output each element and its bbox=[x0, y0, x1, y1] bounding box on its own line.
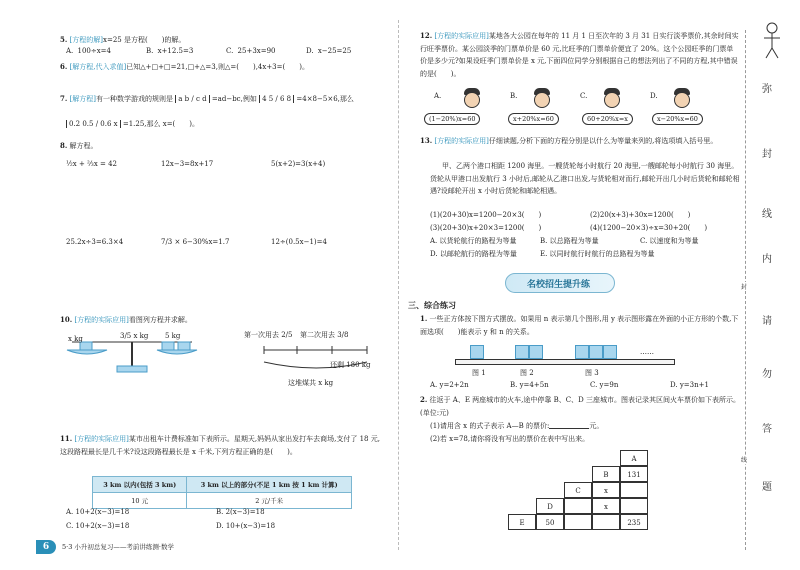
q7: 7. [解方程]有一种数学游戏的规则是 a b / c d =ad−bc,例如 4 5 / 6 8 =4×8−5×6,那么 bbox=[60, 94, 354, 103]
seal-char: 答 bbox=[762, 424, 772, 435]
p1: 1. 一些正方体按下图方式摆放。如果用 n 表示第几个图形,用 y 表示图形露在外面的小正方形的个数,下面选项( )能表示 y 和 n 的关系。 bbox=[420, 314, 739, 336]
seal-char: 封 bbox=[762, 149, 772, 160]
p2: 2. 往返于 A、E 两座城市的火车,途中停靠 B、C、D 三座城市。图表记录其区间火车票价如下表所示。(单位:元) bbox=[420, 395, 740, 417]
fig2-cube bbox=[529, 345, 543, 359]
fare-cell[interactable] bbox=[564, 498, 592, 514]
matrix-abcd: a b / c d bbox=[175, 95, 209, 103]
fare-cell[interactable]: x bbox=[592, 482, 620, 498]
seal-small-char: 线 bbox=[741, 457, 748, 464]
q11-options-row2 bbox=[66, 522, 275, 530]
fig3-cube bbox=[589, 345, 603, 359]
q13-opt-d[interactable]: D. 以邮轮航行的路程为等量 bbox=[430, 250, 517, 258]
fare-cell[interactable]: 131 bbox=[620, 466, 648, 482]
section-title: 三、综合练习 bbox=[408, 300, 456, 310]
table-cell: 2 元/千米 bbox=[187, 493, 352, 509]
fare-cell[interactable]: 50 bbox=[536, 514, 564, 530]
scale-left-label: x kg bbox=[68, 335, 83, 343]
q10: 10. [方程的实际应用]看图列方程并求解。 bbox=[60, 315, 192, 324]
taxi-fare-table bbox=[92, 476, 352, 509]
q13-opt-b[interactable]: B. 以总路程为等量 bbox=[540, 237, 599, 245]
p1-options bbox=[430, 381, 709, 389]
q12-option-a-label[interactable]: A. bbox=[434, 92, 442, 100]
seal-char: 勿 bbox=[762, 369, 772, 380]
page-divider bbox=[398, 20, 399, 550]
seal-small-char: 封 bbox=[741, 284, 748, 291]
q12-eq-a: (1−20%)x=60 bbox=[424, 113, 480, 125]
seal-char: 线 bbox=[762, 209, 772, 220]
q7-given: 0.2 0.5 / 0.6 x =1.25,那么 x=( )。 bbox=[66, 119, 199, 129]
fare-cell[interactable] bbox=[620, 482, 648, 498]
scale-right-label: 3/5 x kg bbox=[120, 332, 149, 340]
q11-opt-a[interactable]: A. 10+2(x−3)=18 bbox=[66, 508, 130, 516]
q13-options-row2 bbox=[430, 249, 655, 259]
q11-opt-c[interactable]: C. 10+2(x−3)=18 bbox=[66, 522, 130, 530]
fig3-cube bbox=[575, 345, 589, 359]
seal-char: 请 bbox=[762, 316, 772, 327]
student-b-face-icon bbox=[534, 92, 550, 108]
fare-cell[interactable]: x bbox=[592, 498, 620, 514]
second-use-label: 第二次用去 3/8 bbox=[300, 331, 349, 339]
q13-opt-e[interactable]: E. 以同时航行时航行的总路程为等量 bbox=[540, 250, 655, 258]
fare-cell[interactable] bbox=[564, 514, 592, 530]
q12-option-c-label[interactable]: C. bbox=[580, 92, 588, 100]
stick-figure-icon bbox=[752, 20, 792, 60]
q12: 12. [方程的实际应用]某地各大公园在每年的 11 月 1 日至次年的 3 月 31 日实行淡季票价,其余时间实行旺季票价。某公园淡季的门票单价是 60 元,比旺季的门票单价便宜了 20%。这个公园旺季的门票单价是多少元?如果设旺季门票单价是 x 元,下面四位同学分别根据自己的想法列出了不同的方程,其中错误的是( )。 bbox=[420, 31, 739, 78]
q12-eq-d: x−20%x=60 bbox=[652, 113, 703, 125]
q5-options bbox=[66, 47, 351, 55]
equation: ½x + ⅔x = 42 bbox=[66, 160, 118, 168]
student-c-face-icon bbox=[604, 92, 620, 108]
fig-platform bbox=[455, 359, 675, 365]
remain-label: 还剩 180 kg bbox=[330, 361, 371, 369]
seal-char: 内 bbox=[762, 254, 772, 265]
q5-opt-d[interactable]: D. x−25=25 bbox=[306, 47, 352, 55]
scale-weight-label: 5 kg bbox=[165, 332, 181, 340]
q8: 8. 解方程。 bbox=[60, 141, 98, 150]
equation: 7/3 × 6−30%x=1.7 bbox=[161, 238, 230, 246]
q12-eq-c: 60+20%x=x bbox=[582, 113, 633, 125]
q13-opt-c[interactable]: C. 以速度和为等量 bbox=[640, 237, 699, 245]
first-use-label: 第一次用去 2/5 bbox=[244, 331, 293, 339]
q5-opt-a[interactable]: A. 100÷x=4 bbox=[66, 47, 111, 55]
fare-cell[interactable] bbox=[620, 498, 648, 514]
station-b: B bbox=[592, 466, 620, 482]
station-a: A bbox=[620, 450, 648, 466]
fare-cell[interactable]: 235 bbox=[620, 514, 648, 530]
answer-blank[interactable] bbox=[549, 421, 589, 429]
equation: 12÷(0.5x−1)=4 bbox=[271, 238, 327, 246]
q13-problem: 甲、乙两个港口相距 1200 海里。一艘货轮每小时航行 20 海里,一艘邮轮每小时航行 30 海里。货轮从甲港口出发航行 3 小时后,邮轮从乙港口出发,与货轮相对而行,邮轮开出几小时后货轮和邮轮相遇?设邮轮开出 x 小时后货轮和邮轮相遇。 bbox=[430, 162, 740, 195]
banner-title: 名校招生提升练 bbox=[527, 280, 591, 290]
matrix-example: 4 5 / 6 8 bbox=[259, 95, 294, 103]
seal-char: 弥 bbox=[762, 84, 772, 95]
student-d-face-icon bbox=[674, 92, 690, 108]
q13-equations-row2: (3)(20+30)x+20×3=1200( ) (4)(1200−20×3)÷x=30+20( ) bbox=[430, 224, 708, 232]
seal-char: 题 bbox=[762, 482, 772, 493]
page-number-badge: 6 bbox=[36, 540, 56, 554]
book-title: 5·3 小升初总复习——考前讲练测·数学 bbox=[62, 543, 174, 551]
equation: 5(x+2)=3(x+4) bbox=[271, 160, 326, 168]
q5: 5. [方程的解]x=25 是方程( )的解。 bbox=[60, 35, 186, 44]
q13-equations-row1: (1)(20+30)x=1200−20×3( ) (2)20(x+3)+30x=1200( ) bbox=[430, 211, 691, 219]
q11-options-row1 bbox=[66, 508, 265, 516]
fig2-label: 图 2 bbox=[520, 369, 534, 377]
q13-opt-a[interactable]: A. 以货轮航行的路程为等量 bbox=[430, 237, 517, 245]
q11: 11. [方程的实际应用]某市出租车计费标准如下表所示。星期天,妈妈从家出发打车去商场,支付了 18 元,这段路程最长是几千米?设这段路程最长是 x 千米,下列方程正确的是( )。 bbox=[60, 434, 380, 456]
q6: 6. [解方程,代入求值]已知△+□+□=21,□+△=3,则△=( ),4x+3=( )。 bbox=[60, 62, 309, 71]
station-d: D bbox=[536, 498, 564, 514]
fig1-cube bbox=[470, 345, 484, 359]
q5-opt-c[interactable]: C. 25+3x=90 bbox=[226, 47, 276, 55]
station-c: C bbox=[564, 482, 592, 498]
equation: 25.2x÷3=6.3×4 bbox=[66, 238, 124, 246]
q11-opt-d[interactable]: D. 10+(x−3)=18 bbox=[216, 522, 276, 530]
fig1-label: 图 1 bbox=[472, 369, 486, 377]
fig2-cube bbox=[515, 345, 529, 359]
q11-opt-b[interactable]: B. 2(x−3)=18 bbox=[216, 508, 265, 516]
table-cell: 10 元 bbox=[93, 493, 187, 509]
q5-opt-b[interactable]: B. x+12.5=3 bbox=[146, 47, 194, 55]
q13: 13. [方程的实际应用]仔细读题,分析下面的方程分别是以什么为等量来列的,将选项填入括号里。 bbox=[420, 136, 718, 145]
student-a-face-icon bbox=[464, 92, 480, 108]
fig3-cube bbox=[603, 345, 617, 359]
p2-sub2: (2)若 x=78,请你将没有写出的票价在表中写出来。 bbox=[430, 435, 590, 443]
table-header: 3 km 以上的部分(不足 1 km 按 1 km 计算) bbox=[187, 477, 352, 493]
equations-row1 bbox=[66, 160, 325, 168]
p1-opt-c[interactable]: C. y=9n bbox=[590, 381, 619, 389]
total-label: 这堆煤共 x kg bbox=[288, 379, 334, 387]
fig3-label: 图 3 bbox=[585, 369, 599, 377]
fig-dots: …… bbox=[640, 348, 654, 356]
q12-option-b-label[interactable]: B. bbox=[510, 92, 518, 100]
q12-option-d-label[interactable]: D. bbox=[650, 92, 658, 100]
q13-options-row1 bbox=[430, 236, 699, 246]
equation: 12x−3=8x+17 bbox=[161, 160, 214, 168]
equations-row2 bbox=[66, 238, 327, 246]
q12-eq-b: x+20%x=60 bbox=[508, 113, 559, 125]
matrix-given: 0.2 0.5 / 0.6 x bbox=[66, 120, 121, 128]
fare-cell[interactable] bbox=[592, 514, 620, 530]
p1-opt-b[interactable]: B. y=4+5n bbox=[510, 381, 549, 389]
p1-opt-d[interactable]: D. y=3n+1 bbox=[670, 381, 709, 389]
p2-sub1: (1)请用含 x 的式子表示 A—B 的票价: 元。 bbox=[430, 422, 604, 430]
table-header: 3 km 以内(包括 3 km) bbox=[93, 477, 187, 493]
p1-opt-a[interactable]: A. y=2+2n bbox=[430, 381, 469, 389]
station-e: E bbox=[508, 514, 536, 530]
